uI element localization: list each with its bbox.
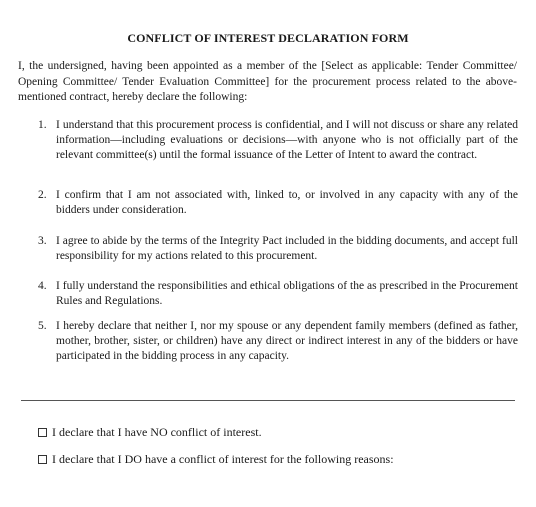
- list-item-text: I fully understand the responsibilities and ethical obligations of the as prescribed in the Procurement Rules and Regulations.: [56, 280, 518, 307]
- no-conflict-option[interactable]: [38, 425, 262, 439]
- list-item-text: I agree to abide by the terms of the Integrity Pact included in the bidding documents, and accept full responsibility for my actions related to this procurement.: [56, 235, 518, 262]
- section-divider: [21, 400, 515, 401]
- list-item-number: 5.: [38, 320, 47, 332]
- list-item: [38, 279, 518, 309]
- list-item: [38, 319, 518, 364]
- list-item-text: I understand that this procurement process is confidential, and I will not discuss or share any related information—including evaluations or decisions—with anyone who is not officially part of the relevant committee(s) until the formal issuance of the Letter of Intent to award the contract.: [56, 119, 518, 161]
- list-item-number: 4.: [38, 280, 47, 292]
- no-conflict-label: I declare that I have NO conflict of interest.: [52, 425, 262, 439]
- conflict-checkbox[interactable]: [38, 455, 47, 464]
- list-item-number: 1.: [38, 119, 47, 131]
- intro-paragraph: I, the undersigned, having been appointed as a member of the [Select as applicable: Tender Committee/ Opening Committee/ Tender Evaluation Committee] for the procurement process related to the above-mentioned contract, hereby declare the following:: [18, 60, 517, 103]
- conflict-label: I declare that I DO have a conflict of interest for the following reasons:: [52, 452, 394, 466]
- list-item-number: 3.: [38, 235, 47, 247]
- list-item-text: I hereby declare that neither I, nor my spouse or any dependent family members (defined as father, mother, brother, sister, or children) have any direct or indirect interest in any of the bidders or have participated in the bidding process in any capacity.: [56, 320, 518, 362]
- list-item-number: 2.: [38, 189, 47, 201]
- list-item: [38, 188, 518, 218]
- form-title: CONFLICT OF INTEREST DECLARATION FORM: [127, 31, 409, 45]
- list-item: [38, 234, 518, 264]
- list-item: [38, 118, 518, 163]
- conflict-option[interactable]: [38, 452, 394, 466]
- no-conflict-checkbox[interactable]: [38, 428, 47, 437]
- list-item-text: I confirm that I am not associated with, linked to, or involved in any capacity with any of the bidders under consideration.: [56, 189, 518, 216]
